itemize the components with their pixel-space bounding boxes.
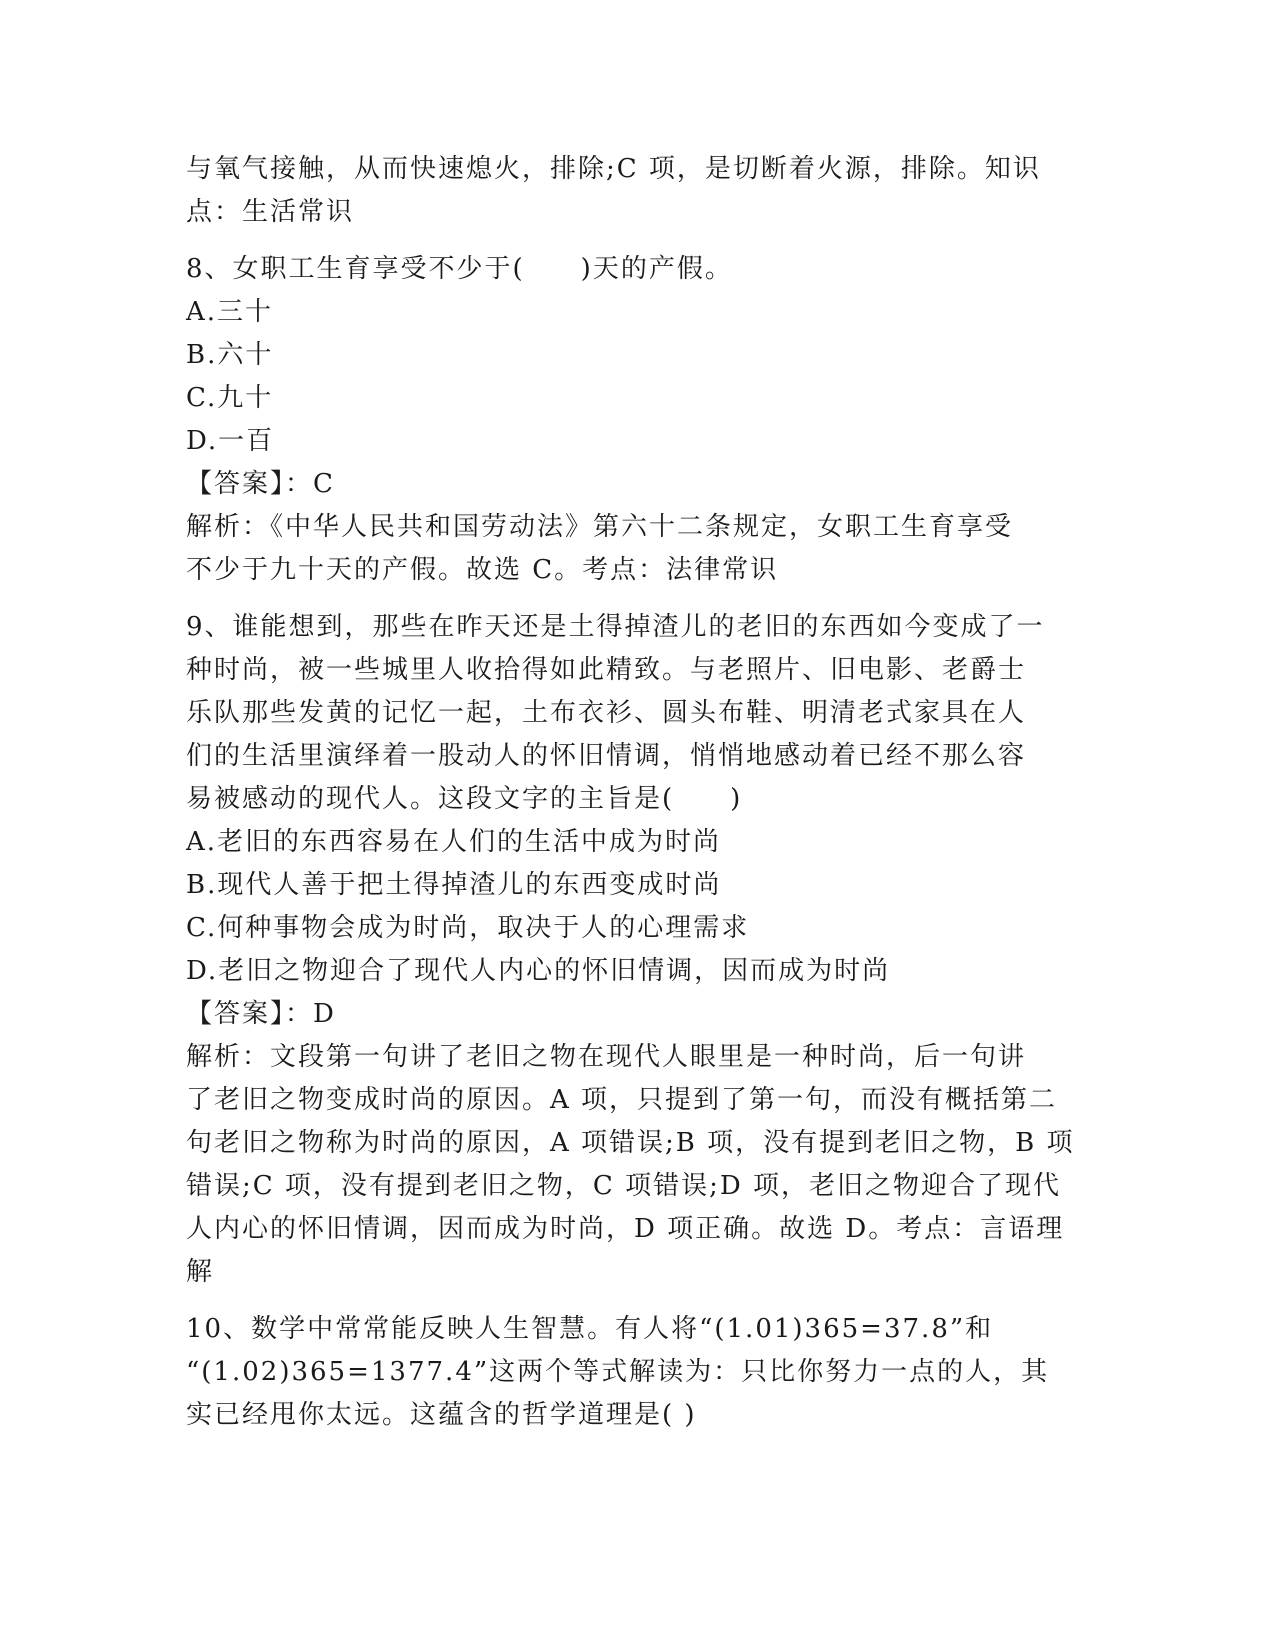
question-text: 种时尚，被一些城里人收拾得如此精致。与老照片、旧电影、老爵士: [186, 655, 1027, 685]
text-line: 与氧气接触，从而快速熄火，排除;C 项，是切断着火源，排除。知识: [186, 154, 1041, 184]
question-text: 9、谁能想到，那些在昨天还是土得掉渣儿的老旧的东西如今变成了一: [186, 612, 1045, 642]
option-c: C.九十: [186, 383, 274, 413]
analysis-line: 解析：文段第一句讲了老旧之物在现代人眼里是一种时尚，后一句讲: [186, 1042, 1027, 1072]
analysis-line: 解: [186, 1257, 215, 1287]
analysis-line: 了老旧之物变成时尚的原因。A 项，只提到了第一句，而没有概括第二: [186, 1085, 1058, 1115]
question-text: 们的生活里演绎着一股动人的怀旧情调，悄悄地感动着已经不那么容: [186, 741, 1027, 771]
question-text: 实已经甩你太远。这蕴含的哲学道理是( ): [186, 1400, 697, 1430]
question-text: “(1.02)365=1377.4”这两个等式解读为：只比你努力一点的人，其: [186, 1357, 1050, 1387]
option-b: B.现代人善于把土得掉渣儿的东西变成时尚: [186, 870, 722, 900]
analysis-line: 人内心的怀旧情调，因而成为时尚，D 项正确。故选 D。考点：言语理: [186, 1214, 1065, 1244]
option-b: B.六十: [186, 340, 274, 370]
analysis-line: 错误;C 项，没有提到老旧之物，C 项错误;D 项，老旧之物迎合了现代: [186, 1171, 1061, 1201]
question-8: [186, 248, 1086, 592]
question-text: 易被感动的现代人。这段文字的主旨是( ): [186, 784, 743, 814]
analysis-line: 解析：《中华人民共和国劳动法》第六十二条规定，女职工生育享受: [186, 512, 1014, 542]
option-a: A.三十: [186, 297, 274, 327]
option-a: A.老旧的东西容易在人们的生活中成为时尚: [186, 827, 722, 857]
analysis-line: 句老旧之物称为时尚的原因，A 项错误;B 项，没有提到老旧之物，B 项: [186, 1128, 1075, 1158]
option-c: C.何种事物会成为时尚，取决于人的心理需求: [186, 913, 750, 943]
answer-label: 【答案】：D: [186, 999, 336, 1029]
document-content: [186, 148, 1086, 1437]
question-text: 10、数学中常常能反映人生智慧。有人将“(1.01)365=37.8”和: [186, 1314, 994, 1344]
analysis-line: 不少于九十天的产假。故选 C。考点：法律常识: [186, 555, 779, 585]
previous-analysis-tail: [186, 148, 1086, 234]
answer-label: 【答案】：C: [186, 469, 335, 499]
option-d: D.一百: [186, 426, 275, 456]
question-text: 8、女职工生育享受不少于( )天的产假。: [186, 254, 733, 284]
question-9: [186, 606, 1086, 1294]
question-text: 乐队那些发黄的记忆一起，土布衣衫、圆头布鞋、明清老式家具在人: [186, 698, 1027, 728]
question-10: [186, 1308, 1086, 1437]
text-line: 点：生活常识: [186, 197, 355, 227]
option-d: D.老旧之物迎合了现代人内心的怀旧情调，因而成为时尚: [186, 956, 891, 986]
